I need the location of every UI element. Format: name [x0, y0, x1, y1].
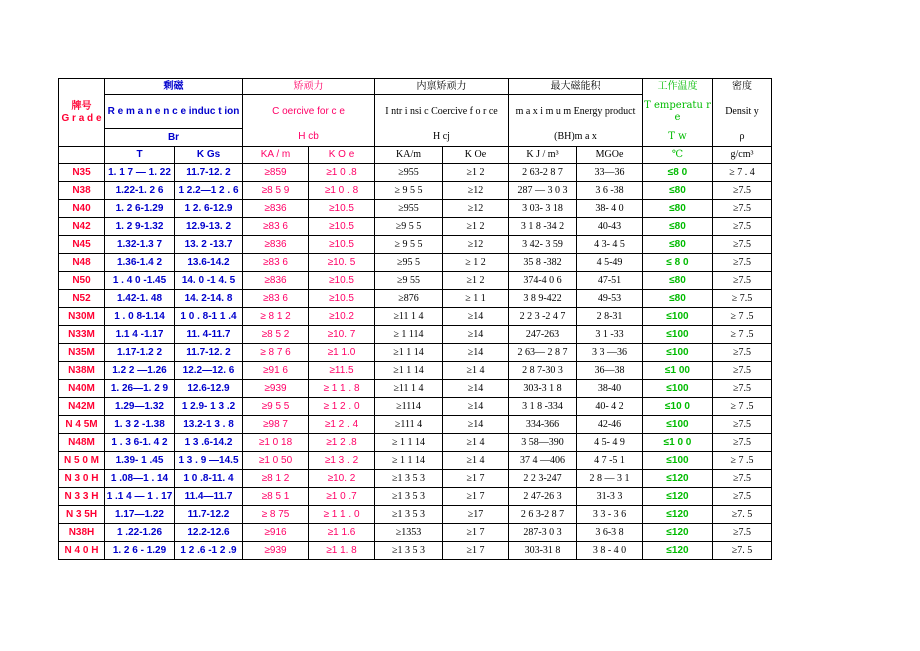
table-row [59, 164, 772, 182]
table-row [59, 380, 772, 398]
coercive-ka-cell: ≥8 5 1 [243, 488, 309, 506]
energy-kj-cell: 37 4 —406 [509, 452, 577, 470]
intrinsic-koe-cell: ≥12 [443, 182, 509, 200]
intrinsic-koe-cell: ≥1 7 [443, 542, 509, 560]
coercive-koe-cell: ≥11.5 [309, 362, 375, 380]
grade-cell: N48M [59, 434, 105, 452]
energy-mgoe-cell: 47-51 [577, 272, 643, 290]
energy-kj-cell: 3 8 9-422 [509, 290, 577, 308]
density-cell: ≥7.5 [713, 416, 772, 434]
energy-mgoe-cell: 4 5-49 [577, 254, 643, 272]
coercive-header-zh: 矫顽力 [243, 79, 375, 95]
remanence-t-cell: 1 .08—1 . 14 [105, 470, 175, 488]
table-row [59, 290, 772, 308]
density-cell: ≥7.5 [713, 470, 772, 488]
remanence-kgs-cell: 11.7-12. 2 [175, 344, 243, 362]
energy-kj-cell: 2 63— 2 8 7 [509, 344, 577, 362]
coercive-ka-cell: ≥83 6 [243, 290, 309, 308]
temperature-cell: ≤100 [643, 308, 713, 326]
energy-mgoe-cell: 3 6-3 8 [577, 524, 643, 542]
table-row [59, 254, 772, 272]
remanence-kgs-cell: 1 3 . 9 —14.5 [175, 452, 243, 470]
energy-mgoe-cell: 31-3 3 [577, 488, 643, 506]
intrinsic-unit-koe: K Oe [443, 147, 509, 164]
density-header-zh: 密度 [713, 79, 772, 95]
coercive-ka-cell: ≥836 [243, 200, 309, 218]
energy-kj-cell: 334-366 [509, 416, 577, 434]
density-cell: ≥7.5 [713, 272, 772, 290]
energy-kj-cell: 2 8 7-30 3 [509, 362, 577, 380]
energy-mgoe-cell: 3 6 -38 [577, 182, 643, 200]
energy-mgoe-cell: 49-53 [577, 290, 643, 308]
intrinsic-ka-cell: ≥111 4 [375, 416, 443, 434]
density-symbol: ρ [713, 129, 772, 147]
temperature-cell: ≤1 0 0 [643, 434, 713, 452]
grade-cell: N 5 0 M [59, 452, 105, 470]
intrinsic-ka-cell: ≥9 55 [375, 272, 443, 290]
table-row [59, 182, 772, 200]
grade-header [59, 79, 105, 147]
density-cell: ≥ 7 .5 [713, 398, 772, 416]
coercive-unit-ka: KA / m [243, 147, 309, 164]
energy-header-zh: 最大磁能积 [509, 79, 643, 95]
intrinsic-ka-cell: ≥1 3 5 3 [375, 542, 443, 560]
remanence-t-cell: 1. 2 9-1.32 [105, 218, 175, 236]
coercive-ka-cell: ≥ 8 1 2 [243, 308, 309, 326]
temperature-cell: ≤100 [643, 344, 713, 362]
coercive-koe-cell: ≥1 2 .8 [309, 434, 375, 452]
grade-cell: N30M [59, 308, 105, 326]
intrinsic-ka-cell: ≥1 1 14 [375, 344, 443, 362]
grade-cell: N35M [59, 344, 105, 362]
intrinsic-koe-cell: ≥14 [443, 308, 509, 326]
temperature-cell: ≤100 [643, 452, 713, 470]
remanence-kgs-cell: 12.9-13. 2 [175, 218, 243, 236]
temperature-cell: ≤100 [643, 326, 713, 344]
table-row [59, 434, 772, 452]
grade-cell: N48 [59, 254, 105, 272]
grade-cell: N40 [59, 200, 105, 218]
intrinsic-koe-cell: ≥1 4 [443, 362, 509, 380]
intrinsic-ka-cell: ≥1 3 5 3 [375, 488, 443, 506]
density-cell: ≥7. 5 [713, 506, 772, 524]
intrinsic-ka-cell: ≥1 3 5 3 [375, 506, 443, 524]
density-cell: ≥7.5 [713, 200, 772, 218]
temperature-header-en: T emperatu r e [643, 95, 713, 129]
density-cell: ≥7.5 [713, 488, 772, 506]
temperature-cell: ≤100 [643, 380, 713, 398]
intrinsic-symbol: H cj [375, 129, 509, 147]
remanence-t-cell: 1.2 2 —1.26 [105, 362, 175, 380]
remanence-t-cell: 1. 26—1. 2 9 [105, 380, 175, 398]
table-body [59, 164, 772, 560]
remanence-t-cell: 1 .1 4 — 1 . 17 [105, 488, 175, 506]
remanence-t-cell: 1. 1 7 — 1. 22 [105, 164, 175, 182]
density-cell: ≥ 7.5 [713, 290, 772, 308]
coercive-koe-cell: ≥10. 7 [309, 326, 375, 344]
grade-cell: N38H [59, 524, 105, 542]
energy-mgoe-cell: 2 8-31 [577, 308, 643, 326]
remanence-t-cell: 1.32-1.3 7 [105, 236, 175, 254]
density-cell: ≥ 7 .5 [713, 308, 772, 326]
energy-kj-cell: 35 8 -382 [509, 254, 577, 272]
intrinsic-ka-cell: ≥ 9 5 5 [375, 236, 443, 254]
remanence-t-cell: 1.42-1. 48 [105, 290, 175, 308]
energy-mgoe-cell: 3 3 - 3 6 [577, 506, 643, 524]
coercive-koe-cell: ≥10.5 [309, 272, 375, 290]
intrinsic-ka-cell: ≥11 1 4 [375, 380, 443, 398]
temperature-cell: ≤80 [643, 218, 713, 236]
remanence-t-cell: 1. 2 6 - 1.29 [105, 542, 175, 560]
table-row [59, 470, 772, 488]
remanence-kgs-cell: 1 0 . 8-1 1 .4 [175, 308, 243, 326]
energy-mgoe-cell: 38- 4 0 [577, 200, 643, 218]
intrinsic-koe-cell: ≥1 7 [443, 470, 509, 488]
coercive-koe-cell: ≥1 0 .8 [309, 164, 375, 182]
energy-unit-kj: K J / m³ [509, 147, 577, 164]
grade-cell: N50 [59, 272, 105, 290]
remanence-kgs-cell: 1 2.9- 1 3 .2 [175, 398, 243, 416]
density-cell: ≥ 7 .5 [713, 326, 772, 344]
energy-kj-cell: 3 1 8 -34 2 [509, 218, 577, 236]
coercive-unit-koe: K O e [309, 147, 375, 164]
remanence-t-cell: 1.22-1. 2 6 [105, 182, 175, 200]
remanence-t-cell: 1.17—1.22 [105, 506, 175, 524]
energy-header-en: m a x i m u m Energy product [509, 95, 643, 129]
coercive-ka-cell: ≥ 8 7 6 [243, 344, 309, 362]
temperature-cell: ≤80 [643, 290, 713, 308]
remanence-kgs-cell: 13. 2 -13.7 [175, 236, 243, 254]
temperature-cell: ≤10 0 [643, 398, 713, 416]
intrinsic-header-en: I ntr i nsi c Coercive f o r ce [375, 95, 509, 129]
intrinsic-koe-cell: ≥ 1 2 [443, 254, 509, 272]
remanence-t-cell: 1. 3 2 -1.38 [105, 416, 175, 434]
remanence-t-cell: 1 .22-1.26 [105, 524, 175, 542]
coercive-koe-cell: ≥1 0 .7 [309, 488, 375, 506]
coercive-koe-cell: ≥1 3 . 2 [309, 452, 375, 470]
grade-cell: N 4 0 H [59, 542, 105, 560]
intrinsic-koe-cell: ≥ 1 1 [443, 290, 509, 308]
grade-cell: N52 [59, 290, 105, 308]
intrinsic-koe-cell: ≥1 2 [443, 272, 509, 290]
grade-cell: N45 [59, 236, 105, 254]
coercive-ka-cell: ≥836 [243, 236, 309, 254]
coercive-ka-cell: ≥91 6 [243, 362, 309, 380]
temperature-header-zh: 工作温度 [643, 79, 713, 95]
table-row [59, 506, 772, 524]
energy-kj-cell: 247-263 [509, 326, 577, 344]
energy-kj-cell: 3 03- 3 18 [509, 200, 577, 218]
coercive-koe-cell: ≥ 1 2 . 0 [309, 398, 375, 416]
remanence-kgs-cell: 11.7-12.2 [175, 506, 243, 524]
table-row [59, 236, 772, 254]
energy-mgoe-cell: 40- 4 2 [577, 398, 643, 416]
energy-mgoe-cell: 4 5- 4 9 [577, 434, 643, 452]
intrinsic-header-zh: 内禀矫顽力 [375, 79, 509, 95]
remanence-kgs-cell: 14. 2-14. 8 [175, 290, 243, 308]
remanence-t-cell: 1 . 4 0 -1.45 [105, 272, 175, 290]
intrinsic-ka-cell: ≥955 [375, 200, 443, 218]
intrinsic-koe-cell: ≥1 2 [443, 164, 509, 182]
coercive-koe-cell: ≥1 1.0 [309, 344, 375, 362]
remanence-kgs-cell: 1 2.2—1 2 . 6 [175, 182, 243, 200]
temperature-cell: ≤120 [643, 542, 713, 560]
coercive-ka-cell: ≥916 [243, 524, 309, 542]
remanence-kgs-cell: 12.2-12.6 [175, 524, 243, 542]
energy-symbol: (BH)m a x [509, 129, 643, 147]
grade-header-en: G r a d e [61, 112, 102, 124]
grade-cell: N 3 3 H [59, 488, 105, 506]
density-cell: ≥7.5 [713, 524, 772, 542]
coercive-koe-cell: ≥1 1. 8 [309, 542, 375, 560]
remanence-t-cell: 1 . 3 6-1. 4 2 [105, 434, 175, 452]
intrinsic-unit-ka: KA/m [375, 147, 443, 164]
energy-mgoe-cell: 36—38 [577, 362, 643, 380]
table-row [59, 272, 772, 290]
remanence-t-cell: 1.36-1.4 2 [105, 254, 175, 272]
intrinsic-ka-cell: ≥1 1 14 [375, 362, 443, 380]
coercive-ka-cell: ≥836 [243, 272, 309, 290]
coercive-koe-cell: ≥10.5 [309, 200, 375, 218]
energy-mgoe-cell: 42-46 [577, 416, 643, 434]
coercive-symbol: H cb [243, 129, 375, 147]
table-row [59, 524, 772, 542]
grade-cell: N 3 0 H [59, 470, 105, 488]
intrinsic-koe-cell: ≥14 [443, 380, 509, 398]
energy-unit-mgoe: MGOe [577, 147, 643, 164]
table-row [59, 200, 772, 218]
grade-unit-cell [59, 147, 105, 164]
grade-cell: N 4 5M [59, 416, 105, 434]
intrinsic-koe-cell: ≥1 4 [443, 452, 509, 470]
temperature-symbol: T w [643, 129, 713, 147]
remanence-t-cell: 1.17-1.2 2 [105, 344, 175, 362]
energy-kj-cell: 303-3 1 8 [509, 380, 577, 398]
temperature-unit: ℃ [643, 147, 713, 164]
intrinsic-koe-cell: ≥12 [443, 236, 509, 254]
energy-mgoe-cell: 3 3 —36 [577, 344, 643, 362]
intrinsic-ka-cell: ≥11 1 4 [375, 308, 443, 326]
intrinsic-koe-cell: ≥12 [443, 200, 509, 218]
intrinsic-ka-cell: ≥1353 [375, 524, 443, 542]
density-cell: ≥7.5 [713, 218, 772, 236]
remanence-kgs-cell: 12.2—12. 6 [175, 362, 243, 380]
energy-mgoe-cell: 33—36 [577, 164, 643, 182]
intrinsic-koe-cell: ≥1 2 [443, 218, 509, 236]
temperature-cell: ≤120 [643, 488, 713, 506]
grade-cell: N38M [59, 362, 105, 380]
coercive-koe-cell: ≥1 1.6 [309, 524, 375, 542]
remanence-header-en: R e m a n e n c e induc t ion [105, 95, 243, 129]
coercive-koe-cell: ≥1 0 . 8 [309, 182, 375, 200]
density-cell: ≥7.5 [713, 344, 772, 362]
coercive-ka-cell: ≥8 5 2 [243, 326, 309, 344]
intrinsic-ka-cell: ≥ 1 1 14 [375, 452, 443, 470]
intrinsic-ka-cell: ≥ 9 5 5 [375, 182, 443, 200]
intrinsic-ka-cell: ≥1 3 5 3 [375, 470, 443, 488]
table-row [59, 344, 772, 362]
energy-kj-cell: 3 58—390 [509, 434, 577, 452]
energy-kj-cell: 287-3 0 3 [509, 524, 577, 542]
grade-cell: N40M [59, 380, 105, 398]
grade-cell: N33M [59, 326, 105, 344]
table-row [59, 416, 772, 434]
energy-kj-cell: 287 — 3 0 3 [509, 182, 577, 200]
grade-cell: N42 [59, 218, 105, 236]
density-cell: ≥7.5 [713, 182, 772, 200]
energy-kj-cell: 3 1 8 -334 [509, 398, 577, 416]
density-header-en: Densit y [713, 95, 772, 129]
remanence-kgs-cell: 13.6-14.2 [175, 254, 243, 272]
temperature-cell: ≤80 [643, 200, 713, 218]
temperature-cell: ≤80 [643, 272, 713, 290]
coercive-koe-cell: ≥10.5 [309, 218, 375, 236]
remanence-t-cell: 1. 2 6-1.29 [105, 200, 175, 218]
coercive-koe-cell: ≥10.5 [309, 290, 375, 308]
grade-cell: N38 [59, 182, 105, 200]
energy-kj-cell: 3 42- 3 59 [509, 236, 577, 254]
density-cell: ≥7.5 [713, 434, 772, 452]
grade-header-zh: 牌号 [71, 100, 92, 112]
temperature-cell: ≤120 [643, 524, 713, 542]
remanence-unit-kgs: K Gs [175, 147, 243, 164]
energy-mgoe-cell: 40-43 [577, 218, 643, 236]
energy-kj-cell: 2 2 3-247 [509, 470, 577, 488]
intrinsic-koe-cell: ≥14 [443, 398, 509, 416]
coercive-ka-cell: ≥83 6 [243, 254, 309, 272]
remanence-kgs-cell: 14. 0 -1 4. 5 [175, 272, 243, 290]
coercive-ka-cell: ≥83 6 [243, 218, 309, 236]
intrinsic-ka-cell: ≥1114 [375, 398, 443, 416]
energy-kj-cell: 2 63-2 8 7 [509, 164, 577, 182]
remanence-kgs-cell: 1 2 .6 -1 2 .9 [175, 542, 243, 560]
density-unit: g/cm³ [713, 147, 772, 164]
remanence-kgs-cell: 1 0 .8-11. 4 [175, 470, 243, 488]
energy-mgoe-cell: 3 1 -33 [577, 326, 643, 344]
remanence-kgs-cell: 1 2. 6-12.9 [175, 200, 243, 218]
energy-kj-cell: 2 6 3-2 8 7 [509, 506, 577, 524]
density-cell: ≥ 7 . 4 [713, 164, 772, 182]
energy-mgoe-cell: 3 8 - 4 0 [577, 542, 643, 560]
intrinsic-koe-cell: ≥1 4 [443, 434, 509, 452]
remanence-kgs-cell: 12.6-12.9 [175, 380, 243, 398]
remanence-kgs-cell: 11.7-12. 2 [175, 164, 243, 182]
coercive-koe-cell: ≥ 1 1 . 8 [309, 380, 375, 398]
coercive-koe-cell: ≥10. 5 [309, 254, 375, 272]
remanence-t-cell: 1.39- 1 .45 [105, 452, 175, 470]
table-row [59, 362, 772, 380]
coercive-koe-cell: ≥10.5 [309, 236, 375, 254]
table-row [59, 218, 772, 236]
coercive-ka-cell: ≥1 0 50 [243, 452, 309, 470]
intrinsic-koe-cell: ≥14 [443, 326, 509, 344]
coercive-ka-cell: ≥ 8 75 [243, 506, 309, 524]
table-row [59, 542, 772, 560]
temperature-cell: ≤80 [643, 182, 713, 200]
coercive-ka-cell: ≥98 7 [243, 416, 309, 434]
grade-cell: N 3 5H [59, 506, 105, 524]
intrinsic-ka-cell: ≥9 5 5 [375, 218, 443, 236]
remanence-unit-t: T [105, 147, 175, 164]
table-row [59, 308, 772, 326]
intrinsic-ka-cell: ≥955 [375, 164, 443, 182]
table-row [59, 452, 772, 470]
energy-mgoe-cell: 4 7 -5 1 [577, 452, 643, 470]
temperature-cell: ≤100 [643, 416, 713, 434]
coercive-ka-cell: ≥9 5 5 [243, 398, 309, 416]
coercive-ka-cell: ≥1 0 18 [243, 434, 309, 452]
remanence-kgs-cell: 1 3 .6-14.2 [175, 434, 243, 452]
grade-cell: N35 [59, 164, 105, 182]
temperature-cell: ≤1 00 [643, 362, 713, 380]
density-cell: ≥7.5 [713, 380, 772, 398]
coercive-koe-cell: ≥10. 2 [309, 470, 375, 488]
coercive-ka-cell: ≥859 [243, 164, 309, 182]
coercive-ka-cell: ≥8 1 2 [243, 470, 309, 488]
remanence-kgs-cell: 11.4—11.7 [175, 488, 243, 506]
density-cell: ≥ 7 .5 [713, 452, 772, 470]
coercive-koe-cell: ≥10.2 [309, 308, 375, 326]
energy-kj-cell: 303-31 8 [509, 542, 577, 560]
coercive-koe-cell: ≥1 2 . 4 [309, 416, 375, 434]
remanence-symbol: Br [105, 129, 243, 147]
temperature-cell: ≤80 [643, 236, 713, 254]
intrinsic-ka-cell: ≥ 1 1 14 [375, 434, 443, 452]
energy-mgoe-cell: 38-40 [577, 380, 643, 398]
intrinsic-koe-cell: ≥1 7 [443, 488, 509, 506]
temperature-cell: ≤120 [643, 470, 713, 488]
remanence-t-cell: 1 . 0 8-1.14 [105, 308, 175, 326]
energy-mgoe-cell: 4 3- 4 5 [577, 236, 643, 254]
coercive-header-en: C oercive for c e [243, 95, 375, 129]
coercive-ka-cell: ≥939 [243, 380, 309, 398]
coercive-ka-cell: ≥939 [243, 542, 309, 560]
density-cell: ≥7.5 [713, 236, 772, 254]
temperature-cell: ≤ 8 0 [643, 254, 713, 272]
energy-kj-cell: 374-4 0 6 [509, 272, 577, 290]
temperature-cell: ≤8 0 [643, 164, 713, 182]
intrinsic-koe-cell: ≥14 [443, 416, 509, 434]
remanence-kgs-cell: 13.2-1 3 . 8 [175, 416, 243, 434]
density-cell: ≥7.5 [713, 254, 772, 272]
table-row [59, 398, 772, 416]
density-cell: ≥7.5 [713, 362, 772, 380]
energy-mgoe-cell: 2 8 — 3 1 [577, 470, 643, 488]
density-cell: ≥7. 5 [713, 542, 772, 560]
coercive-koe-cell: ≥ 1 1 . 0 [309, 506, 375, 524]
temperature-cell: ≤120 [643, 506, 713, 524]
intrinsic-koe-cell: ≥1 7 [443, 524, 509, 542]
grade-cell: N42M [59, 398, 105, 416]
magnet-grade-table [58, 78, 772, 560]
intrinsic-ka-cell: ≥ 1 114 [375, 326, 443, 344]
remanence-header-zh: 剩磁 [105, 79, 243, 95]
remanence-t-cell: 1.1 4 -1.17 [105, 326, 175, 344]
intrinsic-ka-cell: ≥876 [375, 290, 443, 308]
remanence-kgs-cell: 11. 4-11.7 [175, 326, 243, 344]
coercive-ka-cell: ≥8 5 9 [243, 182, 309, 200]
energy-kj-cell: 2 47-26 3 [509, 488, 577, 506]
energy-kj-cell: 2 2 3 -2 4 7 [509, 308, 577, 326]
intrinsic-ka-cell: ≥95 5 [375, 254, 443, 272]
remanence-t-cell: 1.29—1.32 [105, 398, 175, 416]
intrinsic-koe-cell: ≥14 [443, 344, 509, 362]
table-row [59, 326, 772, 344]
intrinsic-koe-cell: ≥17 [443, 506, 509, 524]
table-row [59, 488, 772, 506]
